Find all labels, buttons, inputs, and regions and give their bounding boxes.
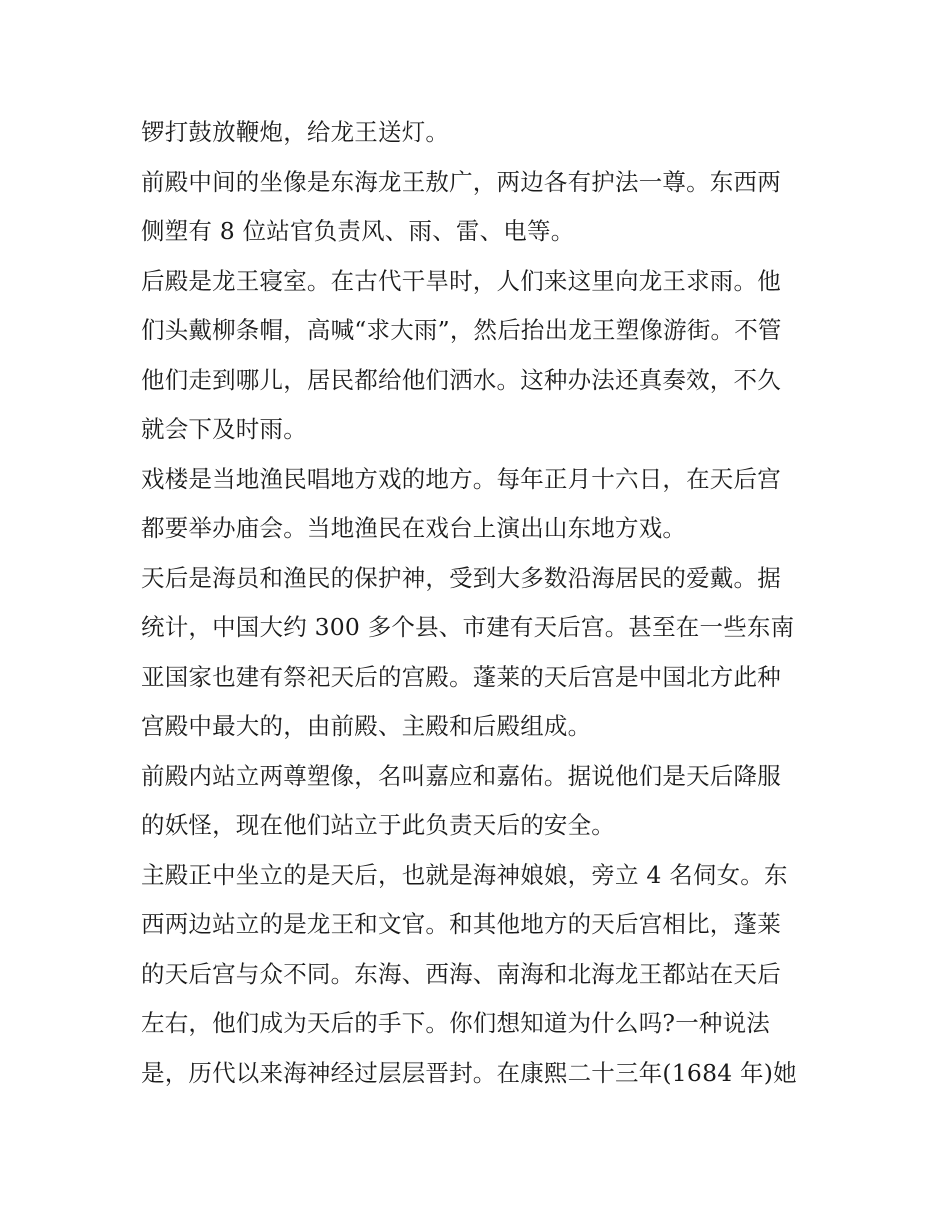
text-line: 就会下及时雨。	[141, 415, 307, 443]
text-line: 左右，他们成为天后的手下。你们想知道为什么吗?一种说法	[141, 1009, 770, 1037]
text-line: 的妖怪，现在他们站立于此负责天后的安全。	[141, 811, 615, 839]
text-line: 锣打鼓放鞭炮，给龙王送灯。	[141, 118, 450, 146]
text-line: 侧塑有 8 位站官负责风、雨、雷、电等。	[141, 217, 575, 245]
text-line: 宫殿中最大的，由前殿、主殿和后殿组成。	[141, 712, 592, 740]
text-line: 前殿中间的坐像是东海龙王敖广，两边各有护法一尊。东西两	[141, 167, 781, 196]
text-line: 戏楼是当地渔民唱地方戏的地方。每年正月十六日，在天后宫	[141, 464, 781, 493]
text-line: 都要举办庙会。当地渔民在戏台上演出山东地方戏。	[141, 514, 687, 542]
text-line: 后殿是龙王寝室。在古代干旱时，人们来这里向龙王求雨。他	[141, 266, 781, 295]
document-body	[141, 108, 815, 1098]
text-line: 天后是海员和渔民的保护神，受到大多数沿海居民的爱戴。据	[141, 563, 781, 592]
text-line: 的天后宫与众不同。东海、西海、南海和北海龙王都站在天后	[141, 959, 781, 988]
text-line: 他们走到哪儿，居民都给他们洒水。这种办法还真奏效，不久	[141, 365, 781, 394]
text-line: 们头戴柳条帽，高喊“求大雨”，然后抬出龙王塑像游街。不管	[141, 316, 782, 344]
text-line: 主殿正中坐立的是天后，也就是海神娘娘，旁立 4 名伺女。东	[141, 860, 788, 889]
text-line: 统计，中国大约 300 多个县、市建有天后宫。甚至在一些东南	[141, 613, 795, 641]
text-line: 西两边站立的是龙王和文官。和其他地方的天后宫相比，蓬莱	[141, 910, 781, 938]
text-line: 前殿内站立两尊塑像，名叫嘉应和嘉佑。据说他们是天后降服	[141, 761, 781, 790]
text-line: 是，历代以来海神经过层层晋封。在康熙二十三年(1684 年)她	[141, 1058, 797, 1087]
text-line: 亚国家也建有祭祀天后的宫殿。蓬莱的天后宫是中国北方此种	[141, 662, 781, 691]
